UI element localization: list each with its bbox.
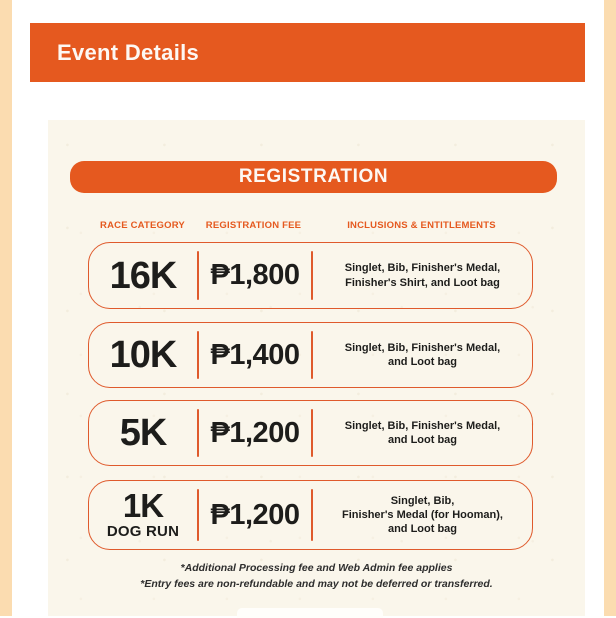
race-category-cell [89,481,197,549]
column-header-inclusions: INCLUSIONS & ENTITLEMENTS [347,219,496,231]
race-category-cell [89,243,197,308]
table-column-headers [88,218,533,232]
inclusions-line: Singlet, Bib, [390,494,455,507]
table-row [88,322,533,388]
registration-fee-value: ₱1,800 [210,259,300,291]
race-category-cell [89,401,197,465]
column-header-registration-fee: REGISTRATION FEE [205,219,302,231]
table-row [88,400,533,466]
inclusions-line: and Loot bag [387,356,458,368]
inclusions-line: Finisher's Shirt, and Loot bag [345,276,500,289]
page-title: Event Details [57,39,200,65]
race-category-value: 16K [109,254,177,297]
footnote: *Entry fees are non-refundable and may not be deferred or transferred. [140,578,493,591]
registration-fee-value: ₱1,200 [210,498,300,531]
event-details-header [30,23,585,82]
inclusions-cell [313,481,532,549]
registration-fee-cell [199,243,311,308]
page-edge-left [0,0,12,616]
registration-panel [48,120,585,616]
registration-fee-cell [199,323,311,387]
table-row [88,480,533,550]
race-category-cell [89,323,197,387]
inclusions-line: and Loot bag [387,523,458,536]
bottom-card-edge [237,608,383,618]
column-header-race-category: RACE CATEGORY [100,219,185,231]
inclusions-line: and Loot bag [387,434,458,446]
footnote: *Additional Processing fee and Web Admin fee applies [180,562,453,574]
registration-heading-bar [70,161,557,193]
footnotes [48,560,585,593]
table-row [88,242,533,309]
registration-fee-cell [199,401,311,465]
inclusions-line: Singlet, Bib, Finisher's Medal, [344,262,501,275]
inclusions-line: Singlet, Bib, Finisher's Medal, [344,341,501,354]
registration-fee-value: ₱1,400 [210,338,300,371]
race-category-value: 5K [119,412,167,454]
inclusions-cell [313,323,532,387]
inclusions-line: Finisher's Medal (for Hooman), [342,508,503,521]
page-edge-right [604,0,616,616]
inclusions-cell [313,401,532,465]
race-category-subvalue: DOG RUN [106,523,180,541]
inclusions-cell [313,243,532,308]
registration-heading: REGISTRATION [238,166,389,187]
registration-fee-value: ₱1,200 [210,416,300,449]
race-category-value: 1K [122,487,164,525]
inclusions-line: Singlet, Bib, Finisher's Medal, [344,419,501,432]
race-category-value: 10K [109,334,177,376]
registration-fee-cell [199,481,311,549]
